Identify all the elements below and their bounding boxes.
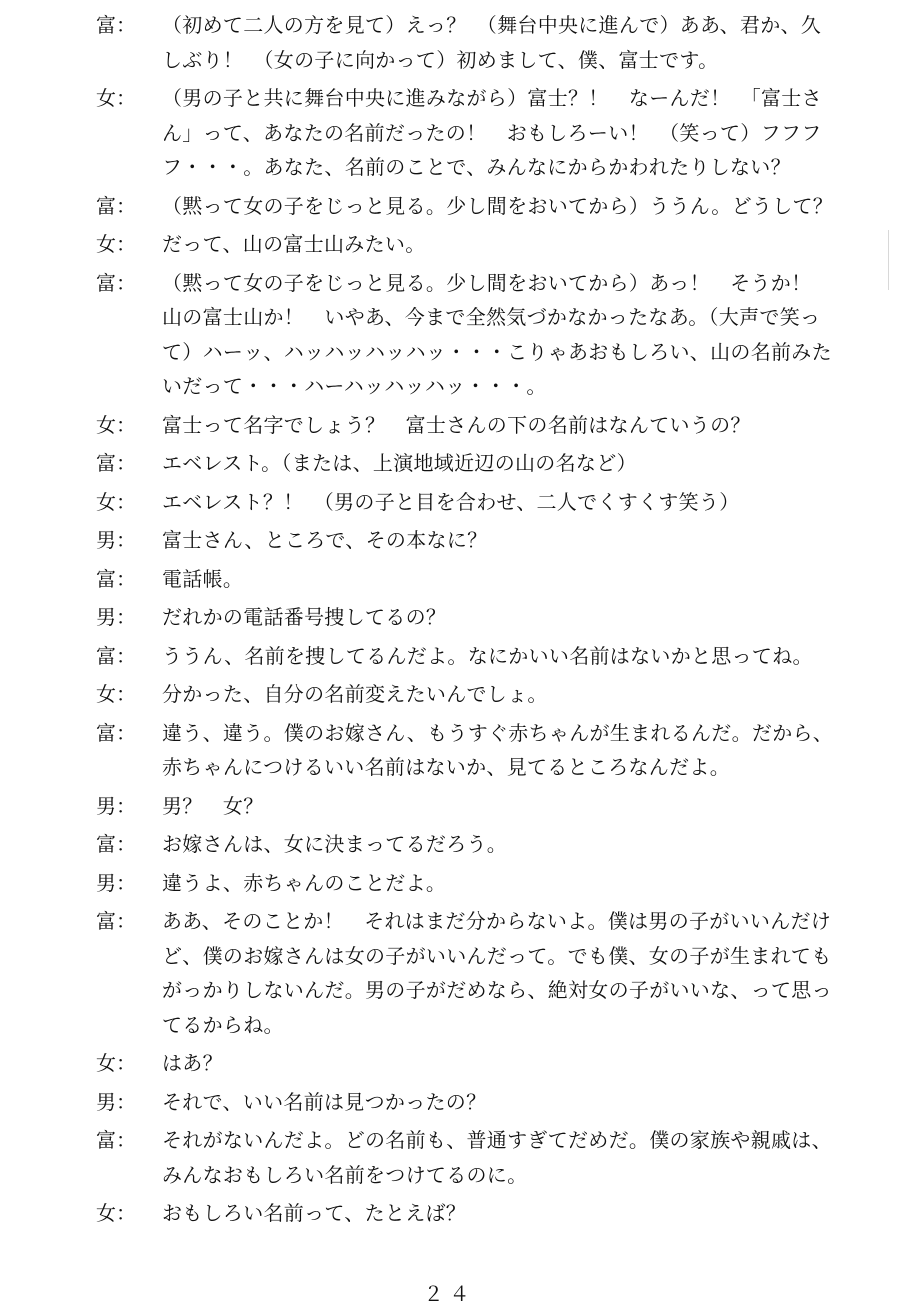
dialogue-entry: [96, 600, 886, 635]
speaker-label: 富：: [96, 643, 136, 668]
dialogue-text: [162, 81, 886, 185]
dialogue-text: [162, 1123, 886, 1192]
speaker-label: 富：: [96, 270, 136, 295]
speaker-label: 男：: [96, 870, 136, 895]
dialogue-line: だれかの電話番号捜してるの？: [162, 605, 447, 629]
dialogue-line: だって、山の富士山みたい。: [162, 232, 426, 256]
dialogue-entry: [96, 677, 886, 712]
dialogue-text: [162, 1196, 886, 1231]
dialogue-line: フ・・・。あなた、名前のことで、みんなにからかわれたりしない？: [162, 155, 791, 179]
dialogue-line: 分かった、自分の名前変えたいんでしょ。: [162, 682, 548, 706]
dialogue-script: [96, 8, 886, 1235]
dialogue-entry: [96, 827, 886, 862]
dialogue-entry: [96, 446, 886, 481]
dialogue-line: それで、いい名前は見つかったの？: [162, 1089, 487, 1114]
dialogue-text: [162, 866, 886, 901]
speaker-label: 女：: [96, 86, 136, 110]
speaker-label: 富：: [96, 193, 136, 218]
dialogue-entry: [96, 1046, 886, 1081]
dialogue-line: て）ハーッ、ハッハッハッハッ・・・こりゃあおもしろい、山の名前みた: [162, 339, 832, 364]
dialogue-line: 富士って名字でしょう？ 富士さんの下の名前はなんていうの？: [162, 412, 751, 437]
speaker-label: 男：: [96, 1089, 136, 1114]
dialogue-line: （男の子と共に舞台中央に進みながら）富士？！ なーんだ！ 「富士さ: [162, 86, 822, 110]
dialogue-text: [162, 446, 886, 481]
dialogue-line: しぶり！ （女の子に向かって）初めまして、僕、富士です。: [162, 47, 719, 72]
speaker-label: 女：: [96, 489, 136, 514]
dialogue-line: エベレスト。（または、上演地域近辺の山の名など）: [162, 451, 637, 475]
speaker-label: 女：: [96, 682, 136, 706]
dialogue-text: [162, 227, 886, 262]
dialogue-line: ううん、名前を捜してるんだよ。なにかいい名前はないかと思ってね。: [162, 643, 813, 668]
dialogue-line: おもしろい名前って、たとえば？: [162, 1201, 467, 1225]
dialogue-text: [162, 562, 886, 597]
dialogue-entry: [96, 81, 886, 185]
dialogue-text: [162, 639, 886, 674]
dialogue-line: 富士さん、ところで、その本なに？: [162, 528, 488, 552]
dialogue-text: [162, 189, 886, 224]
dialogue-text: [162, 1085, 886, 1120]
dialogue-line: 山の富士山か！ いやあ、今まで全然気づかなかったなあ。（大声で笑っ: [162, 305, 821, 329]
dialogue-entry: [96, 562, 886, 597]
dialogue-line: （黙って女の子をじっと見る。少し間をおいてから）ううん。どうして？: [162, 193, 834, 218]
dialogue-line: お嫁さんは、女に決まってるだろう。: [162, 832, 508, 856]
speaker-label: 富：: [96, 909, 136, 933]
speaker-label: 富：: [96, 832, 136, 856]
speaker-label: 女：: [96, 1051, 136, 1075]
dialogue-entry: [96, 904, 886, 1042]
dialogue-entry: [96, 866, 886, 901]
dialogue-entry: [96, 266, 886, 404]
dialogue-text: [162, 827, 886, 862]
dialogue-line: エベレスト？！ （男の子と目を合わせ、二人でくすくす笑う）: [162, 489, 740, 514]
dialogue-line: ああ、そのことか！ それはまだ分からないよ。僕は男の子がいいんだけ: [162, 909, 832, 933]
dialogue-line: がっかりしないんだ。男の子がだめなら、絶対女の子がいいな、って思っ: [162, 978, 832, 1002]
dialogue-entry: [96, 716, 886, 785]
dialogue-text: [162, 716, 886, 785]
dialogue-line: 赤ちゃんにつけるいい名前はないか、見てるところなんだよ。: [162, 755, 730, 779]
speaker-label: 男：: [96, 605, 136, 629]
dialogue-line: いだって・・・ハーハッハッハッ・・・。: [162, 374, 547, 398]
dialogue-entry: [96, 189, 886, 224]
speaker-label: 男：: [96, 793, 136, 818]
dialogue-text: [162, 904, 886, 1042]
speaker-label: 女：: [96, 412, 136, 437]
dialogue-line: 電話帳。: [162, 566, 244, 591]
speaker-label: 男：: [96, 528, 136, 552]
dialogue-text: [162, 523, 886, 558]
speaker-label: 女：: [96, 232, 136, 256]
dialogue-entry: [96, 1196, 886, 1231]
dialogue-text: [162, 677, 886, 712]
dialogue-text: [162, 266, 886, 404]
dialogue-line: はあ？: [162, 1051, 223, 1075]
dialogue-entry: [96, 523, 886, 558]
dialogue-text: [162, 1046, 886, 1081]
dialogue-entry: [96, 8, 886, 77]
dialogue-line: てるからね。: [162, 1012, 284, 1037]
dialogue-text: [162, 408, 886, 443]
scan-mark: [888, 230, 889, 290]
dialogue-line: （初めて二人の方を見て）えっ？ （舞台中央に進んで）ああ、君か、久: [162, 13, 822, 37]
dialogue-line: ど、僕のお嫁さんは女の子がいいんだって。でも僕、女の子が生まれても: [162, 943, 832, 968]
speaker-label: 富：: [96, 1128, 136, 1152]
speaker-label: 富：: [96, 720, 136, 745]
dialogue-line: 男？ 女？: [162, 793, 264, 818]
dialogue-entry: [96, 485, 886, 520]
dialogue-line: ん」って、あなたの名前だったの！ おもしろーい！ （笑って）フフフ: [162, 120, 822, 145]
dialogue-text: [162, 8, 886, 77]
dialogue-line: 違うよ、赤ちゃんのことだよ。: [162, 870, 447, 895]
dialogue-entry: [96, 227, 886, 262]
speaker-label: 富：: [96, 13, 136, 37]
dialogue-line: それがないんだよ。どの名前も、普通すぎてだめだ。僕の家族や親戚は、: [162, 1128, 832, 1152]
dialogue-line: みんなおもしろい名前をつけてるのに。: [162, 1162, 528, 1187]
dialogue-entry: [96, 408, 886, 443]
dialogue-entry: [96, 1123, 886, 1192]
dialogue-entry: [96, 1085, 886, 1120]
dialogue-entry: [96, 789, 886, 824]
dialogue-line: 違う、違う。僕のお嫁さん、もうすぐ赤ちゃんが生まれるんだ。だから、: [162, 720, 834, 745]
speaker-label: 富：: [96, 451, 136, 475]
dialogue-text: [162, 600, 886, 635]
dialogue-text: [162, 485, 886, 520]
speaker-label: 富：: [96, 566, 136, 591]
page-number: ２４: [423, 1282, 476, 1306]
speaker-label: 女：: [96, 1201, 136, 1225]
dialogue-line: （黙って女の子をじっと見る。少し間をおいてから）あっ！ そうか！: [162, 270, 812, 295]
dialogue-text: [162, 789, 886, 824]
dialogue-entry: [96, 639, 886, 674]
